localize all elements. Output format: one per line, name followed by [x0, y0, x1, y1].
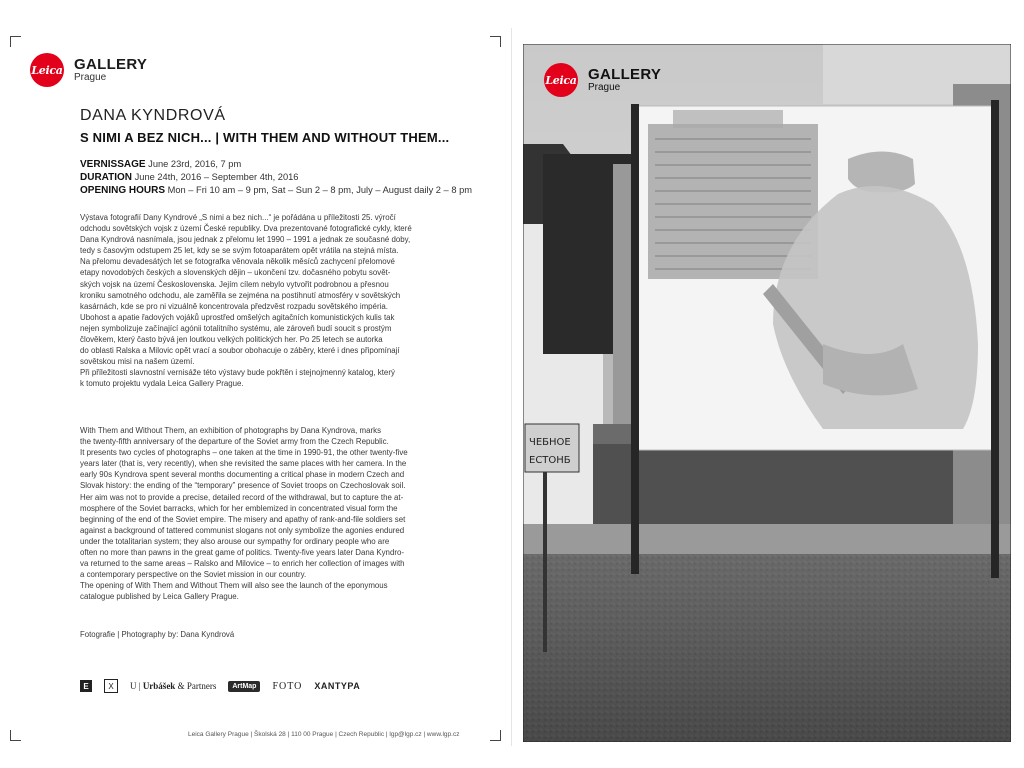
photo-credit: Fotografie | Photography by: Dana Kyndrová	[80, 630, 235, 639]
footer-address: Leica Gallery Prague | Školská 28 | 110 00 Prague | Czech Republic | lgp@lgp.cz | www.lgp.cz	[188, 731, 460, 738]
artist-name: DANA KYNDROVÁ	[80, 107, 226, 124]
duration-label: DURATION	[80, 172, 133, 183]
vernissage-row	[80, 158, 472, 171]
english-paragraph: With Them and Without Them, an exhibition of photographs by Dana Kyndrova, marks the twenty-fifth anniversary of the departure of the Soviet army from the Czech Republic. It presents two cycles of photographs – one taken at the time in 1990-91, the other twenty-five years later (that is, very recently), when she revisited the same places with her camera. In the early 90s Kyndrova spent several months documenting a critical phase in modern Czech and Slovak history: the ending of the “temporary” presence of Soviet troops on Czechoslovak soil. Her aim was not to provide a precise, detailed record of the withdrawal, but to capture the at- mosphere of the Soviet barracks, which for her emblemized in concentrated visual form the beginning of the end of the Soviet empire. The misery and apathy of rank-and-file soldiers set against a background of tattered communist slogans not only symbolize the agonies endured under the totalitarian system; they also arouse our sympathy for ordinary people who are often no more than pawns in the great game of politics. Twenty-five years later Dana Kyndro- va returned to the same areas – Ralsko and Milovice – to enrich her collection of images with a contemporary perspective on the Soviet mission in our country. The opening of With Them and Without Them will also see the launch of the eponymous catalogue published by Leica Gallery Prague.	[80, 426, 408, 602]
leica-gallery-logo	[30, 53, 147, 87]
gallery-city: Prague	[588, 81, 621, 93]
photo-leica-gallery-logo	[544, 63, 661, 97]
crop-mark	[10, 730, 21, 741]
duration-value: June 24th, 2016 – September 4th, 2016	[134, 172, 299, 182]
gallery-city: Prague	[74, 71, 107, 83]
opening-hours-label: OPENING HOURS	[80, 185, 166, 196]
sponsor-logo-e: E	[80, 680, 92, 692]
sponsor-artmap: ArtMap	[228, 681, 260, 692]
sponsor-xantypa: XANTYPA	[314, 681, 361, 691]
vernissage-label: VERNISSAGE	[80, 159, 146, 170]
exhibition-photograph	[523, 44, 1011, 742]
opening-hours-row	[80, 184, 472, 197]
sponsor-urbasek: U | Urbášek & Partners	[130, 681, 217, 691]
czech-description	[80, 212, 450, 390]
duration-row	[80, 171, 472, 184]
exhibition-info	[80, 158, 472, 197]
english-description	[80, 425, 450, 603]
sponsor-urbasek-name: Urbášek	[142, 681, 176, 691]
sponsor-foto: FOTO	[272, 680, 303, 692]
leica-logo-icon: Leica	[30, 53, 64, 87]
crop-mark	[10, 36, 21, 47]
sponsor-logo-x: X	[104, 679, 118, 693]
sponsor-urbasek-prefix: U	[130, 681, 137, 691]
exhibition-title: S NIMI A BEZ NICH... | WITH THEM AND WITHOUT THEM...	[80, 130, 450, 145]
opening-hours-value: Mon – Fri 10 am – 9 pm, Sat – Sun 2 – 8 pm, July – August daily 2 – 8 pm	[167, 185, 472, 195]
gallery-name: GALLERY	[74, 55, 148, 73]
sponsor-logos	[80, 676, 440, 696]
vernissage-value: June 23rd, 2016, 7 pm	[148, 159, 242, 169]
czech-paragraph: Výstava fotografií Dany Kyndrové „S nimi a bez nich...“ je pořádána u příležitosti 25. výročí odchodu sovětských vojsk z území České republiky. Dva prezentované fotografické cykly, které Dana Kyndrová nasnímala, jsou jednak z přelomu let 1990 – 1991 a jednak ze současné doby, tedy s časovým odstupem 25 let, kdy se se svým fotoaparátem opět vrátila na stejná místa. Na přelomu devadesátých let se fotografka věnovala několik měsíců zachycení přelomové etapy novodobých českých a slovenských dějin – ukončení tzv. dočasného pobytu sovět- ských vojsk na území Československa. Jejím cílem nebylo vytvořit podrobnou a přesnou kroniku samotného odchodu, ale zaměřila se zejména na postihnutí atmosféry v sovětských kasárnách, kde se pro ni vizuálně koncentrovala předzvěst rozpadu sovětského impéria. Ubohost a apatie řadových vojáků uprostřed omšelých agitačních komunistických kulis tak nejen symbolizuje začínající agónii totalitního systému, ale zároveň budí soucit s prostým člověkem, který často bývá jen loutkou velkých politických her. Po 25 letech se autorka do oblasti Ralska a Milovic opět vrací a soubor obohacuje o záběry, které i dnes připomínají sovětskou misi na našem území. Při příležitosti slavnostní vernisáže této výstavy bude pokřtěn i stejnojmenný katalog, který k tomuto projektu vydala Leica Gallery Prague.	[80, 213, 412, 389]
crop-mark	[490, 730, 501, 741]
sponsor-urbasek-suffix: & Partners	[177, 681, 217, 691]
gallery-name: GALLERY	[588, 65, 662, 83]
photo-sign-text-2: ЕСТОНБ	[529, 455, 571, 466]
photo-sign-text-1: ЧЕБНОЕ	[529, 437, 571, 448]
crop-mark	[490, 36, 501, 47]
leica-logo-icon: Leica	[544, 63, 578, 97]
photo-drawing	[523, 44, 1011, 742]
